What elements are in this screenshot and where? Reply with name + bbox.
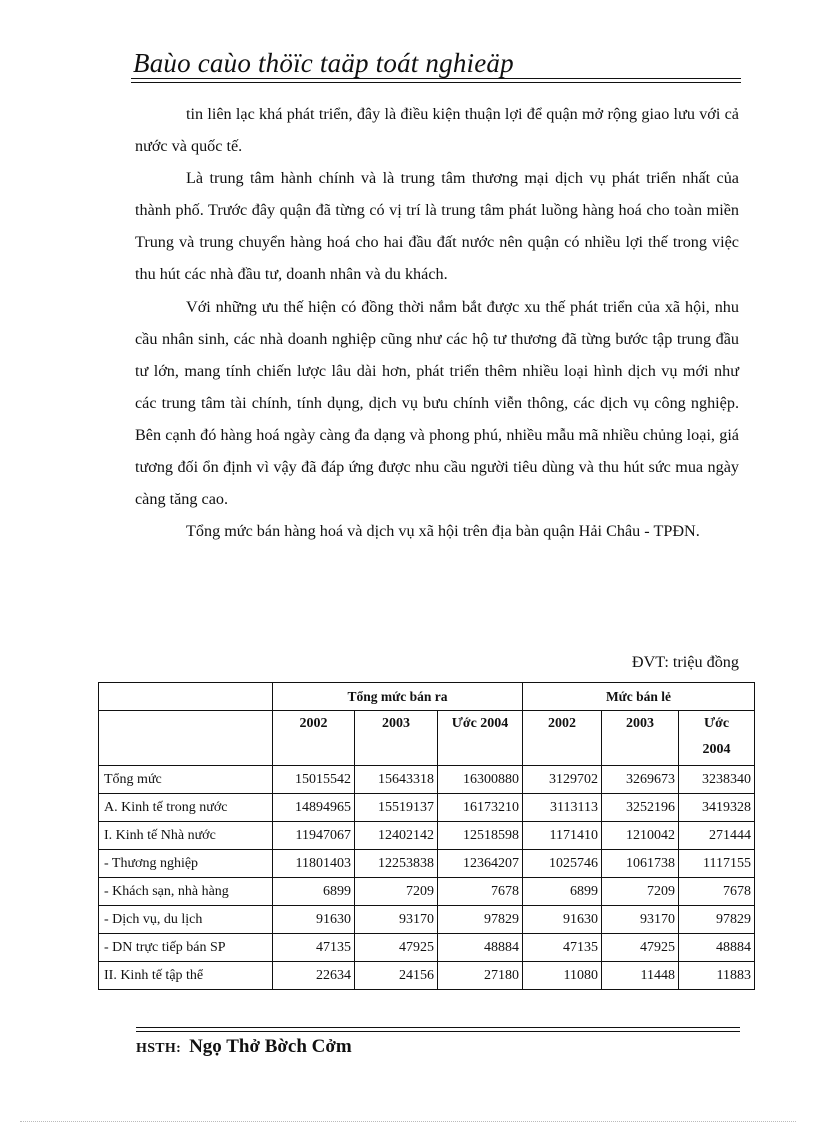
table-cell: 271444 (679, 822, 755, 850)
table-row (99, 850, 755, 878)
table-cell: 15519137 (355, 794, 438, 822)
row-label: - Thương nghiệp (99, 850, 273, 878)
table-body (99, 766, 755, 990)
table-cell: 47925 (602, 934, 679, 962)
table-cell: 97829 (438, 906, 523, 934)
table-cell: 6899 (523, 878, 602, 906)
row-label: - Khách sạn, nhà hàng (99, 878, 273, 906)
table-group-header-row (99, 683, 755, 711)
table-year-header-row (99, 711, 755, 766)
table-cell: 11448 (602, 962, 679, 990)
table-cell: 1171410 (523, 822, 602, 850)
table-cell: 6899 (273, 878, 355, 906)
table-cell: 11080 (523, 962, 602, 990)
table-cell: 22634 (273, 962, 355, 990)
table-cell: 11883 (679, 962, 755, 990)
paragraph: Là trung tâm hành chính và là trung tâm thương mại dịch vụ phát triển nhất của thành phố. Trước đây quận đã từng có vị trí là trung tâm phát luồng hàng hoá cho toàn miền Trung và trung chuyển hàng hoá cho hai đầu đất nước nên quận có nhiều lợi thế trong việc thu hút các nhà đầu tư, doanh nhân và du khách. (135, 169, 739, 284)
table-cell: 16173210 (438, 794, 523, 822)
page-bottom-edge (20, 1121, 796, 1122)
table-cell: 7209 (355, 878, 438, 906)
table-cell: 3419328 (679, 794, 755, 822)
table-cell: 3269673 (602, 766, 679, 794)
table-cell: 7209 (602, 878, 679, 906)
row-label: II. Kinh tế tập thể (99, 962, 273, 990)
table-cell: 15643318 (355, 766, 438, 794)
group-header-retail-sales: Mức bán lẻ (523, 683, 755, 711)
table-cell: 93170 (602, 906, 679, 934)
table-cell: 3129702 (523, 766, 602, 794)
table-cell: 3238340 (679, 766, 755, 794)
row-label: Tổng mức (99, 766, 273, 794)
paragraph: Với những ưu thế hiện có đồng thời nắm bắt được xu thế phát triển của xã hội, nhu cầu nhân sinh, các nhà doanh nghiệp cũng như các hộ tư thương đã từng bước tập trung đầu tư lớn, mang tính chiến lược lâu dài hơn, phát triển thêm nhiều loại hình dịch vụ mới như các trung tâm tài chính, tính dụng, dịch vụ bưu chính viễn thông, các dịch vụ công nghiệp. Bên cạnh đó hàng hoá ngày càng đa dạng và phong phú, nhiều mẫu mã nhiều chủng loại, giá tương đối ổn định vì vậy đã đáp ứng được nhu cầu người tiêu dùng và thu hút sức mua ngày càng tăng cao. (135, 297, 739, 509)
table-cell: 1210042 (602, 822, 679, 850)
sales-table (98, 682, 755, 990)
table-row (99, 934, 755, 962)
footer-author (136, 1036, 352, 1058)
table-row (99, 822, 755, 850)
table-cell: 12518598 (438, 822, 523, 850)
table-cell: 11947067 (273, 822, 355, 850)
row-label: - Dịch vụ, du lịch (99, 906, 273, 934)
table-cell: 47135 (523, 934, 602, 962)
year-header: 2003 (355, 711, 438, 766)
table-cell: 47135 (273, 934, 355, 962)
table-cell: 7678 (679, 878, 755, 906)
table-cell: 27180 (438, 962, 523, 990)
table-cell: 12364207 (438, 850, 523, 878)
header-rule-top (131, 78, 741, 79)
table-row (99, 766, 755, 794)
footer-author-name: Ngọ Thở Bờch Cởm (189, 1036, 352, 1057)
table-cell: 14894965 (273, 794, 355, 822)
table-cell: 24156 (355, 962, 438, 990)
table-cell: 1025746 (523, 850, 602, 878)
table-cell: 93170 (355, 906, 438, 934)
page-header-title: Baùo caùo thöïc taäp toát nghieäp (133, 48, 514, 78)
table-cell: 47925 (355, 934, 438, 962)
table-row (99, 794, 755, 822)
table-cell: 91630 (273, 906, 355, 934)
table-cell: 3252196 (602, 794, 679, 822)
year-header: Ước 2004 (679, 711, 755, 766)
table-row (99, 878, 755, 906)
row-label: I. Kinh tế Nhà nước (99, 822, 273, 850)
table-cell: 16300880 (438, 766, 523, 794)
table-cell: 1061738 (602, 850, 679, 878)
footer-rule-top (136, 1027, 740, 1028)
paragraph: Tổng mức bán hàng hoá và dịch vụ xã hội trên địa bàn quận Hải Châu - TPĐN. (186, 522, 700, 541)
row-label: A. Kinh tế trong nước (99, 794, 273, 822)
footer-author-label: HSTH: (136, 1041, 182, 1056)
table-cell: 48884 (679, 934, 755, 962)
year-header: 2003 (602, 711, 679, 766)
table-cell: 11801403 (273, 850, 355, 878)
header-rule-bottom (131, 82, 741, 83)
table-corner-cell (99, 683, 273, 711)
table-cell: 1117155 (679, 850, 755, 878)
paragraph: tin liên lạc khá phát triển, đây là điều kiện thuận lợi để quận mở rộng giao lưu với cả nước và quốc tế. (135, 105, 739, 156)
body-text (135, 98, 739, 547)
row-label: - DN trực tiếp bán SP (99, 934, 273, 962)
year-header: 2002 (273, 711, 355, 766)
table-cell: 12253838 (355, 850, 438, 878)
table-cell: 91630 (523, 906, 602, 934)
table-corner-cell (99, 711, 273, 766)
table-cell: 7678 (438, 878, 523, 906)
year-header: 2002 (523, 711, 602, 766)
table-cell: 48884 (438, 934, 523, 962)
footer-rule-bottom (136, 1031, 740, 1032)
table-row (99, 906, 755, 934)
year-header: Ước 2004 (438, 711, 523, 766)
table-cell: 3113113 (523, 794, 602, 822)
table-row (99, 962, 755, 990)
table-cell: 97829 (679, 906, 755, 934)
group-header-total-sales: Tổng mức bán ra (273, 683, 523, 711)
table-cell: 12402142 (355, 822, 438, 850)
table-cell: 15015542 (273, 766, 355, 794)
unit-note: ĐVT: triệu đồng (631, 653, 739, 671)
